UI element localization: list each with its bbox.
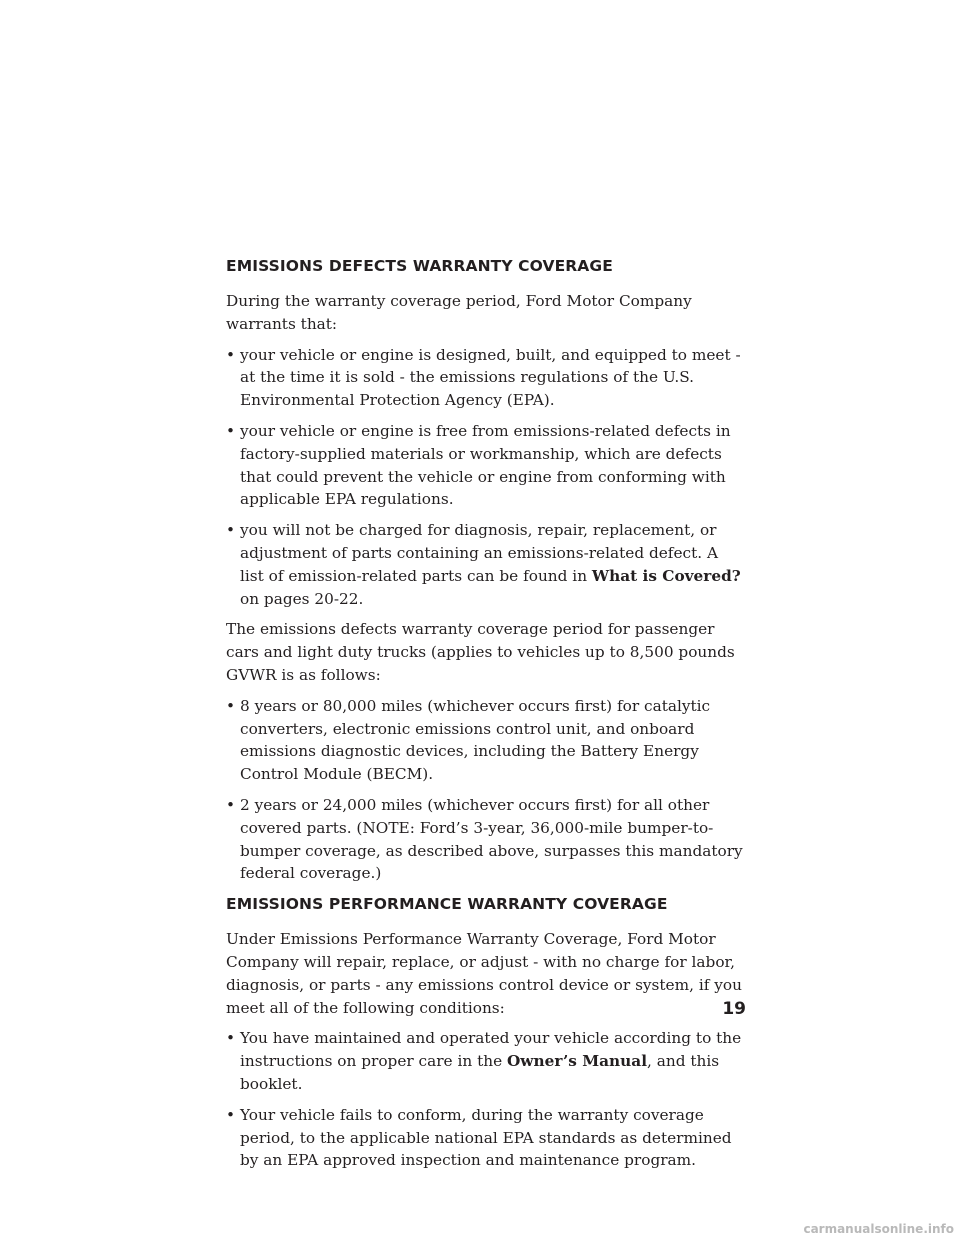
list-item (226, 1027, 746, 1095)
bullet-icon: • (226, 696, 236, 715)
section1-bullet-list (226, 344, 746, 611)
list-item-text: 8 years or 80,000 miles (whichever occurs first) for catalytic converters, electronic emissions control unit, and onboard emissions diagnostic devices, including the Battery Energy Control Module (BECM). (240, 696, 711, 784)
list-item (226, 695, 746, 786)
list-item (226, 519, 746, 610)
list-item (226, 794, 746, 885)
section1-intro: During the warranty coverage period, Ford Motor Company warrants that: (226, 292, 692, 333)
section2-bullet-list (226, 1027, 746, 1172)
list-item (226, 344, 746, 412)
section-heading-emissions-defects: EMISSIONS DEFECTS WARRANTY COVERAGE (226, 257, 613, 275)
list-item-text: 2 years or 24,000 miles (whichever occurs first) for all other covered parts. (NOTE: Ford’s 3-year, 36,000-mile bumper-to-bumper coverage, as described above, surpasses this mandatory federal coverage.) (240, 795, 743, 883)
what-is-covered-reference: What is Covered? (591, 566, 741, 585)
coverage-period-bullet-list (226, 695, 746, 885)
bullet-icon: • (226, 1029, 236, 1048)
bullet-icon: • (226, 521, 236, 540)
bullet-icon: • (226, 1105, 236, 1124)
page-content (226, 255, 746, 1180)
owners-manual-reference: Owner’s Manual (506, 1052, 648, 1071)
list-item-text-end: on pages 20-22. (240, 589, 364, 608)
list-item-text: you will not be charged for diagnosis, repair, replacement, or adjustment of parts containing an emissions-related defect. A list of emission-related parts can be found in (240, 521, 719, 585)
list-item-text: Your vehicle fails to conform, during the warranty coverage period, to the applicable national EPA standards as determined by an EPA approved inspection and maintenance program. (240, 1105, 732, 1170)
coverage-period-text: The emissions defects warranty coverage period for passenger cars and light duty trucks (applies to vehicles up to 8,500 pounds GVWR is as follows: (226, 620, 735, 684)
bullet-icon: • (226, 795, 236, 814)
section2-intro: Under Emissions Performance Warranty Coverage, Ford Motor Company will repair, replace, or adjust - with no charge for labor, diagnosis, or parts - any emissions control device or system, if you meet all of the following conditions: (226, 930, 742, 1017)
list-item-text: your vehicle or engine is free from emissions-related defects in factory-supplied materials or workmanship, which are defects that could prevent the vehicle or engine from conforming with applicable EPA regulations. (240, 421, 731, 509)
list-item-text: your vehicle or engine is designed, built, and equipped to meet - at the time it is sold - the emissions regulations of the U.S. Environmental Protection Agency (EPA). (240, 345, 741, 410)
watermark: carmanualsonline.info (803, 1222, 954, 1236)
list-item-text: You have maintained and operated your vehicle according to the instructions on proper care in the (240, 1029, 742, 1071)
list-item-text-end: , and this booklet. (240, 1052, 720, 1093)
bullet-icon: • (226, 345, 236, 364)
bullet-icon: • (226, 421, 236, 440)
page-number: 19 (722, 999, 746, 1019)
list-item (226, 1104, 746, 1172)
section-heading-emissions-performance: EMISSIONS PERFORMANCE WARRANTY COVERAGE (226, 895, 668, 914)
list-item (226, 420, 746, 511)
